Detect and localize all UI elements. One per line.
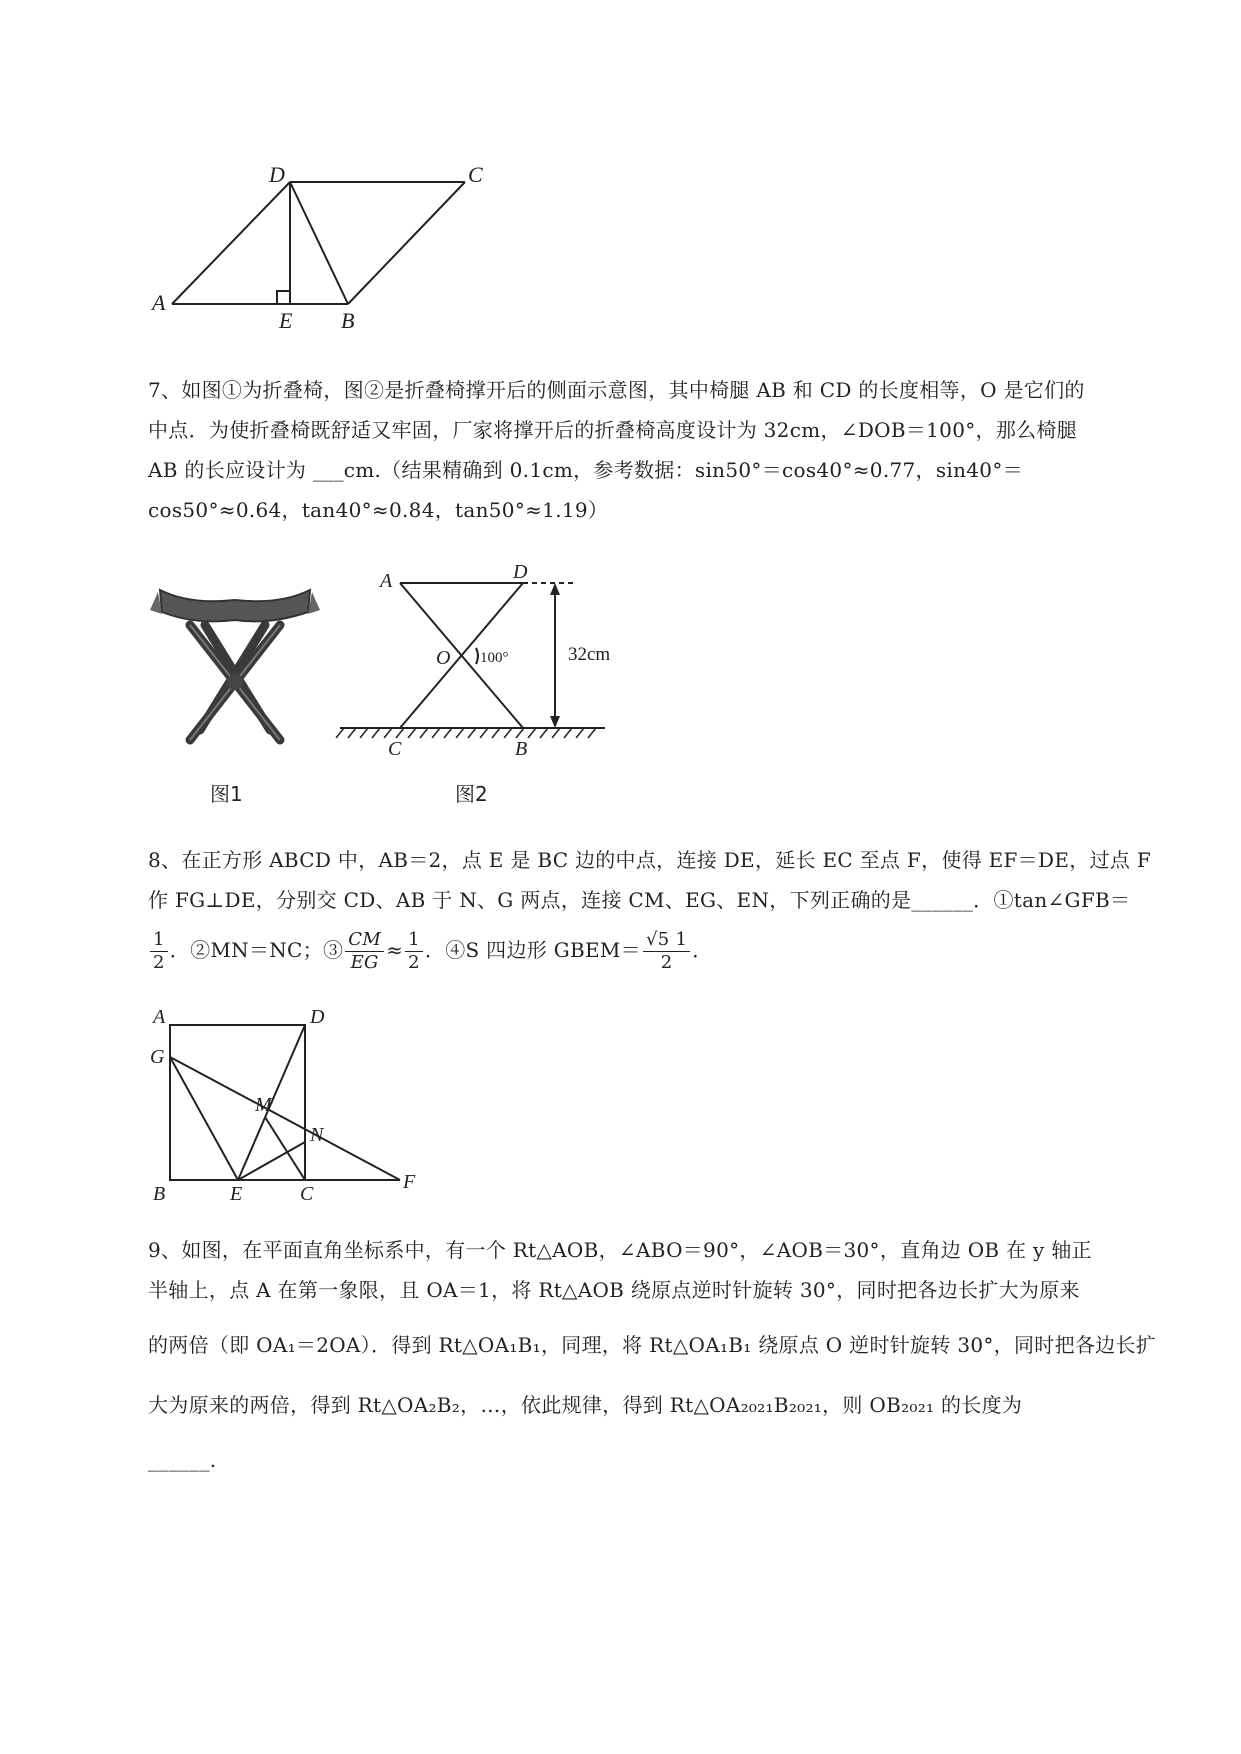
label-A: A <box>152 290 166 315</box>
fig2-caption: 图2 <box>455 782 488 806</box>
q7-line4: cos50°≈0.64，tan40°≈0.84，tan50°≈1.19） <box>148 498 609 522</box>
q8-figure <box>150 1005 425 1200</box>
q8-label-M: M <box>255 1094 272 1116</box>
fig2-label-A: A <box>380 570 393 592</box>
fig2-label-O: O <box>436 647 451 669</box>
q8-label-G: G <box>150 1046 165 1068</box>
frac-one-half-a: $\frac{1}{2}$ <box>150 929 168 974</box>
q7-line2: 中点．为使折叠椅既舒适又牢固，厂家将撑开后的折叠椅高度设计为 32cm，∠DOB＝100°，那么椅腿 <box>148 418 1078 442</box>
label-C: C <box>468 162 483 187</box>
q8-label-N: N <box>310 1124 324 1146</box>
q8-line3: $\frac{1}{2}$ ．②MN＝NC；③ $\frac{CM}{EG}$ ≈ $\frac{1}{2}$ ．④S 四边形 GBEM＝ $\frac{√5 1}{2}$ ． <box>148 925 713 975</box>
label-E: E <box>279 308 293 333</box>
q8-line1: 8、在正方形 ABCD 中，AB＝2，点 E 是 BC 边的中点，连接 DE，延长 EC 至点 F，使得 EF＝DE，过点 F <box>148 848 1152 872</box>
q7-figure2 <box>330 560 620 765</box>
q8-line2: 作 FG⊥DE，分别交 CD、AB 于 N、G 两点，连接 CM、EG、EN，下列正确的是______．①tan∠GFB＝ <box>148 888 1131 912</box>
q6-figure <box>140 160 500 335</box>
fig2-label-B: B <box>515 738 528 760</box>
q9-line3: 的两倍（即 OA₁＝2OA）．得到 Rt△OA₁B₁，同理，将 Rt△OA₁B₁ 绕原点 O 逆时针旋转 30°，同时把各边长扩 <box>148 1333 1157 1357</box>
fig2-label-C: C <box>388 738 402 760</box>
fig2-height-label: 32cm <box>568 644 611 665</box>
q7-line1: 7、如图①为折叠椅，图②是折叠椅撑开后的侧面示意图，其中椅腿 AB 和 CD 的长度相等，O 是它们的 <box>148 378 1085 402</box>
q7-line3: AB 的长应设计为 ___cm.（结果精确到 0.1cm，参考数据：sin50°＝cos40°≈0.77，sin40°＝ <box>148 458 1023 482</box>
fig1-caption: 图1 <box>210 782 243 806</box>
label-D: D <box>269 162 285 187</box>
q8-label-B: B <box>153 1183 166 1200</box>
label-B: B <box>341 308 355 333</box>
folding-chair-photo <box>150 570 320 755</box>
q8-label-E: E <box>230 1183 243 1200</box>
q8-label-F: F <box>403 1171 416 1193</box>
q9-line5: ______. <box>148 1448 217 1472</box>
q8-label-A: A <box>153 1006 166 1028</box>
frac-sqrt5: $\frac{√5 1}{2}$ <box>643 929 690 974</box>
q8-label-D: D <box>310 1006 325 1028</box>
q9-line2: 半轴上，点 A 在第一象限，且 OA＝1，将 Rt△AOB 绕原点逆时针旋转 30°，同时把各边长扩大为原来 <box>148 1278 1080 1302</box>
fig2-label-D: D <box>513 561 528 583</box>
fig2-angle-label: 100° <box>480 650 509 666</box>
frac-cm-eg: $\frac{CM}{EG}$ <box>345 929 384 974</box>
frac-one-half-b: $\frac{1}{2}$ <box>405 929 423 974</box>
q9-line4: 大为原来的两倍，得到 Rt△OA₂B₂，…，依此规律，得到 Rt△OA₂₀₂₁B₂₀₂₁，则 OB₂₀₂₁ 的长度为 <box>148 1393 1023 1417</box>
q8-label-C: C <box>300 1183 314 1200</box>
q9-line1: 9、如图，在平面直角坐标系中，有一个 Rt△AOB，∠ABO＝90°，∠AOB＝30°，直角边 OB 在 y 轴正 <box>148 1238 1092 1262</box>
